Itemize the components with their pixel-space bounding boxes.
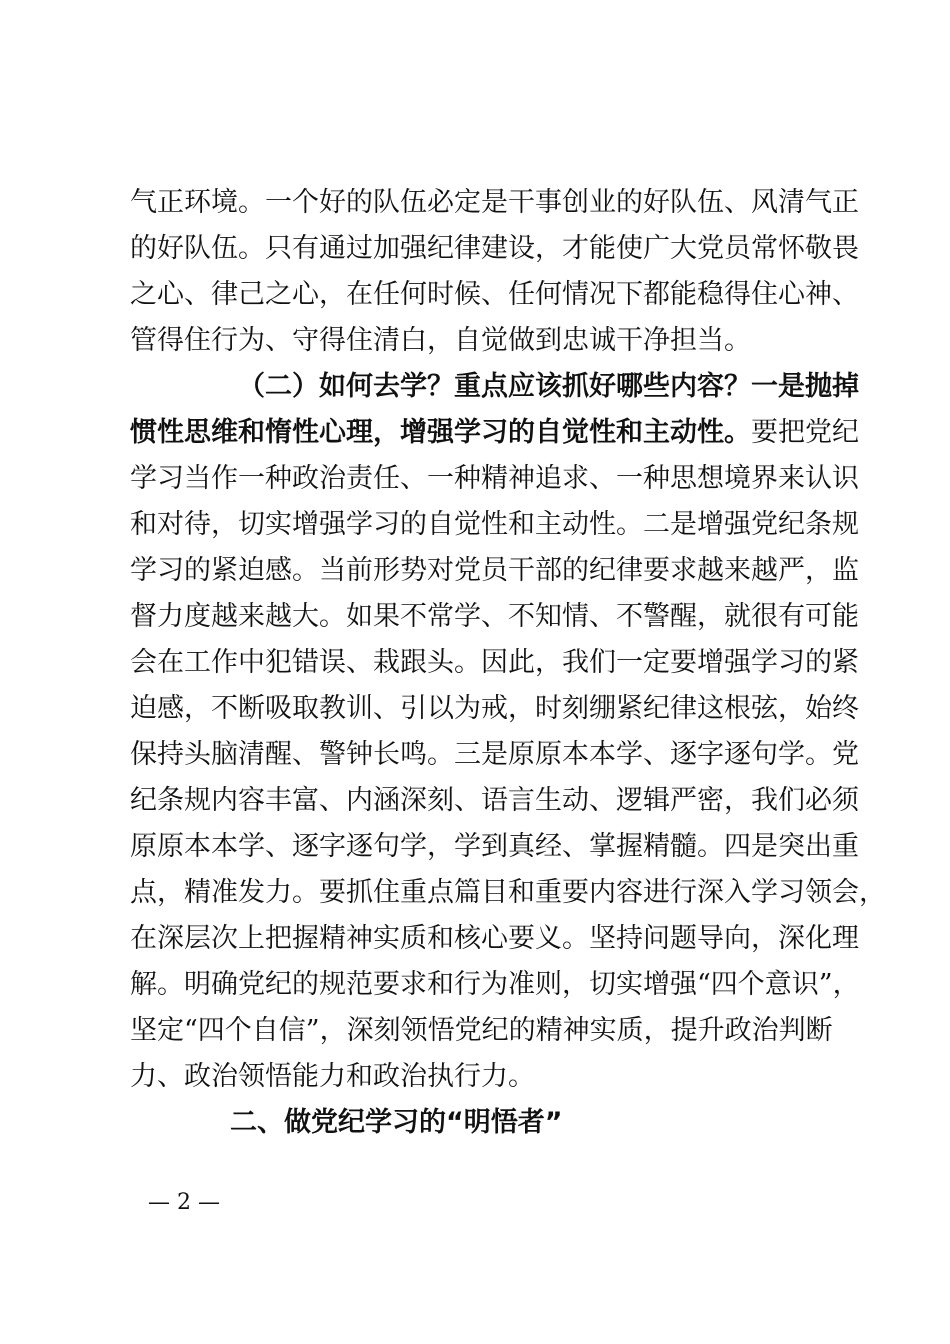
paragraph-line: 保持头脑清醒、警钟长鸣。三是原原本本学、逐字逐句学。党 (130, 739, 859, 770)
paragraph-text: 要把党纪 (751, 417, 859, 448)
paragraph-line: 坚定“四个自信”，深刻领悟党纪的精神实质，提升政治判断 (130, 1015, 833, 1046)
paragraph-line (130, 410, 859, 456)
paragraph-line: 和对待，切实增强学习的自觉性和主动性。二是增强党纪条规 (130, 509, 859, 540)
paragraph-line: 督力度越来越大。如果不常学、不知情、不警醒，就很有可能 (130, 601, 859, 632)
paragraph-line: 气正环境。一个好的队伍必定是干事创业的好队伍、风清气正 (130, 187, 859, 218)
paragraph-line: 管得住行为、守得住清白，自觉做到忠诚干净担当。 (130, 325, 751, 356)
paragraph-line: 会在工作中犯错误、栽跟头。因此，我们一定要增强学习的紧 (130, 647, 859, 678)
page-number: — 2 — (148, 1190, 220, 1215)
paragraph-line: 迫感，不断吸取教训、引以为戒，时刻绷紧纪律这根弦，始终 (130, 693, 859, 724)
section-heading: 二、做党纪学习的“明悟者” (230, 1107, 563, 1138)
paragraph-line: 点，精准发力。要抓住重点篇目和重要内容进行深入学习领会， (130, 877, 886, 908)
paragraph-line: 在深层次上把握精神实质和核心要义。坚持问题导向，深化理 (130, 923, 859, 954)
paragraph-line: 原原本本学、逐字逐句学，学到真经、掌握精髓。四是突出重 (130, 831, 859, 862)
subsection-title-line: （二）如何去学？重点应该抓好哪些内容？一是抛掉 (238, 371, 859, 402)
paragraph-line: 解。明确党纪的规范要求和行为准则，切实增强“四个意识”， (130, 969, 860, 1000)
bold-phrase: 惯性思维和惰性心理，增强学习的自觉性和主动性。 (130, 417, 751, 448)
paragraph-line: 学习的紧迫感。当前形势对党员干部的纪律要求越来越严，监 (130, 555, 859, 586)
paragraph-line: 之心、律己之心，在任何时候、任何情况下都能稳得住心神、 (130, 279, 859, 310)
paragraph-line: 力、政治领悟能力和政治执行力。 (130, 1061, 535, 1092)
paragraph-line: 学习当作一种政治责任、一种精神追求、一种思想境界来认识 (130, 463, 859, 494)
paragraph-line: 的好队伍。只有通过加强纪律建设，才能使广大党员常怀敬畏 (130, 233, 859, 264)
paragraph-line: 纪条规内容丰富、内涵深刻、语言生动、逻辑严密，我们必须 (130, 785, 859, 816)
